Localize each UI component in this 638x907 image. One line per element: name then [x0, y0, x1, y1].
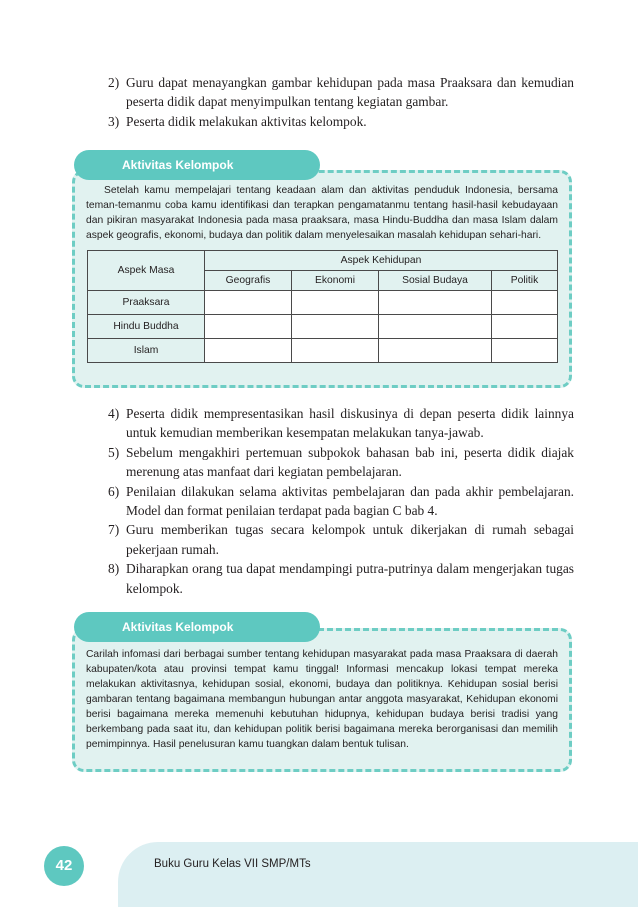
- step-text: Guru memberikan tugas secara kelompok untuk dikerjakan di rumah sebagai pekerjaan rumah.: [126, 522, 574, 557]
- table-cell: [379, 315, 492, 339]
- activity-title-tab: Aktivitas Kelompok: [74, 150, 320, 180]
- table-subheader: Ekonomi: [292, 271, 379, 291]
- steps-list-top: [108, 73, 574, 131]
- aspect-table: [87, 250, 558, 363]
- list-item: [108, 559, 574, 598]
- table-header-masa: Aspek Masa: [88, 251, 205, 291]
- list-item: [108, 404, 574, 443]
- footer-band: [118, 842, 638, 907]
- table-row: [88, 339, 558, 363]
- table-cell: [205, 339, 292, 363]
- step-number: 3): [108, 113, 120, 129]
- table-subheader: Geografis: [205, 271, 292, 291]
- table-cell: [292, 315, 379, 339]
- list-item: [108, 520, 574, 559]
- table-cell: [492, 291, 558, 315]
- activity-instructions: Setelah kamu mempelajari tentang keadaan alam dan aktivitas penduduk Indonesia, bersama teman-temanmu coba kamu identifikasi dan terapkan pengamatanmu tentang hasil-hasil kebudayaan dan pikiran masyarakat Indonesia pada masa praaksara, masa Hindu-Buddha dan masa Islam dalam aspek geografis, ekonomi, budaya dan politik dalam menyelesaikan masalah kehidupan sehari-hari.: [86, 185, 558, 241]
- table-cell: [379, 339, 492, 363]
- list-item: [108, 73, 574, 112]
- book-title: Buku Guru Kelas VII SMP/MTs: [154, 858, 311, 870]
- table-cell: [492, 339, 558, 363]
- table-row: [88, 315, 558, 339]
- table-cell: [292, 291, 379, 315]
- step-text: Peserta didik melakukan aktivitas kelompok.: [126, 113, 367, 129]
- step-number: 8): [108, 561, 120, 577]
- table-header-kehidupan: Aspek Kehidupan: [205, 251, 558, 271]
- page-number: 42: [44, 846, 84, 886]
- step-number: 6): [108, 483, 120, 499]
- table-row-label: Islam: [88, 339, 205, 363]
- table-subheader: Politik: [492, 271, 558, 291]
- table-cell: [379, 291, 492, 315]
- activity-instructions: Carilah infomasi dari berbagai sumber tentang kehidupan masyarakat pada masa Praaksara di daerah kabupaten/kota atau provinsi tempat kamu tinggal! Informasi mencakup lokasi tempat mereka melakukan aktivitasnya, kehidupan sosial, ekonomi, budaya dan politiknya. Kehidupan sosial berisi gambaran tentang bagaimana membangun hubungan antar anggota masyarakat, Kehidupan ekonomi berisi bagaimana mereka memenuhi kebutuhan hidupnya, kehidupan budaya berisi tradisi yang berkembang pada saat itu, dan kehidupan politik berisi bagaimana mereka berorganisasi dan memilih pemimpinnya. Hasil penelusuran kamu tuangkan dalam bentuk tulisan.: [86, 649, 558, 750]
- table-cell: [205, 315, 292, 339]
- list-item: [108, 482, 574, 521]
- step-number: 7): [108, 522, 120, 538]
- step-text: Penilaian dilakukan selama aktivitas pembelajaran dan pada akhir pembelajaran. Model dan format penilaian terdapat pada bagian C bab 4.: [126, 483, 574, 519]
- table-row: [88, 291, 558, 315]
- table-row-label: Praaksara: [88, 291, 205, 315]
- step-number: 4): [108, 406, 120, 421]
- table-cell: [205, 291, 292, 315]
- table-cell: [492, 315, 558, 339]
- step-text: Sebelum mengakhiri pertemuan subpokok bahasan bab ini, peserta didik diajak merenung atas manfaat dari kegiatan pembelajaran.: [126, 444, 574, 480]
- step-text: Peserta didik mempresentasikan hasil diskusinya di depan peserta didik lainnya untuk kemudian memberikan kesempatan melakukan tanya-jawab.: [126, 406, 574, 441]
- step-number: 5): [108, 444, 120, 460]
- table-row-label: Hindu Buddha: [88, 315, 205, 339]
- step-number: 2): [108, 75, 120, 90]
- table-subheader: Sosial Budaya: [379, 271, 492, 291]
- list-item: [108, 112, 574, 131]
- steps-list-bottom: [108, 404, 574, 598]
- table-cell: [292, 339, 379, 363]
- activity-title-tab: Aktivitas Kelompok: [74, 612, 320, 642]
- step-text: Diharapkan orang tua dapat mendampingi putra-putrinya dalam mengerjakan tugas kelompok.: [126, 561, 574, 596]
- list-item: [108, 443, 574, 482]
- step-text: Guru dapat menayangkan gambar kehidupan pada masa Praaksara dan kemudian peserta didik dapat menyimpulkan tentang kegiatan gambar.: [126, 75, 574, 110]
